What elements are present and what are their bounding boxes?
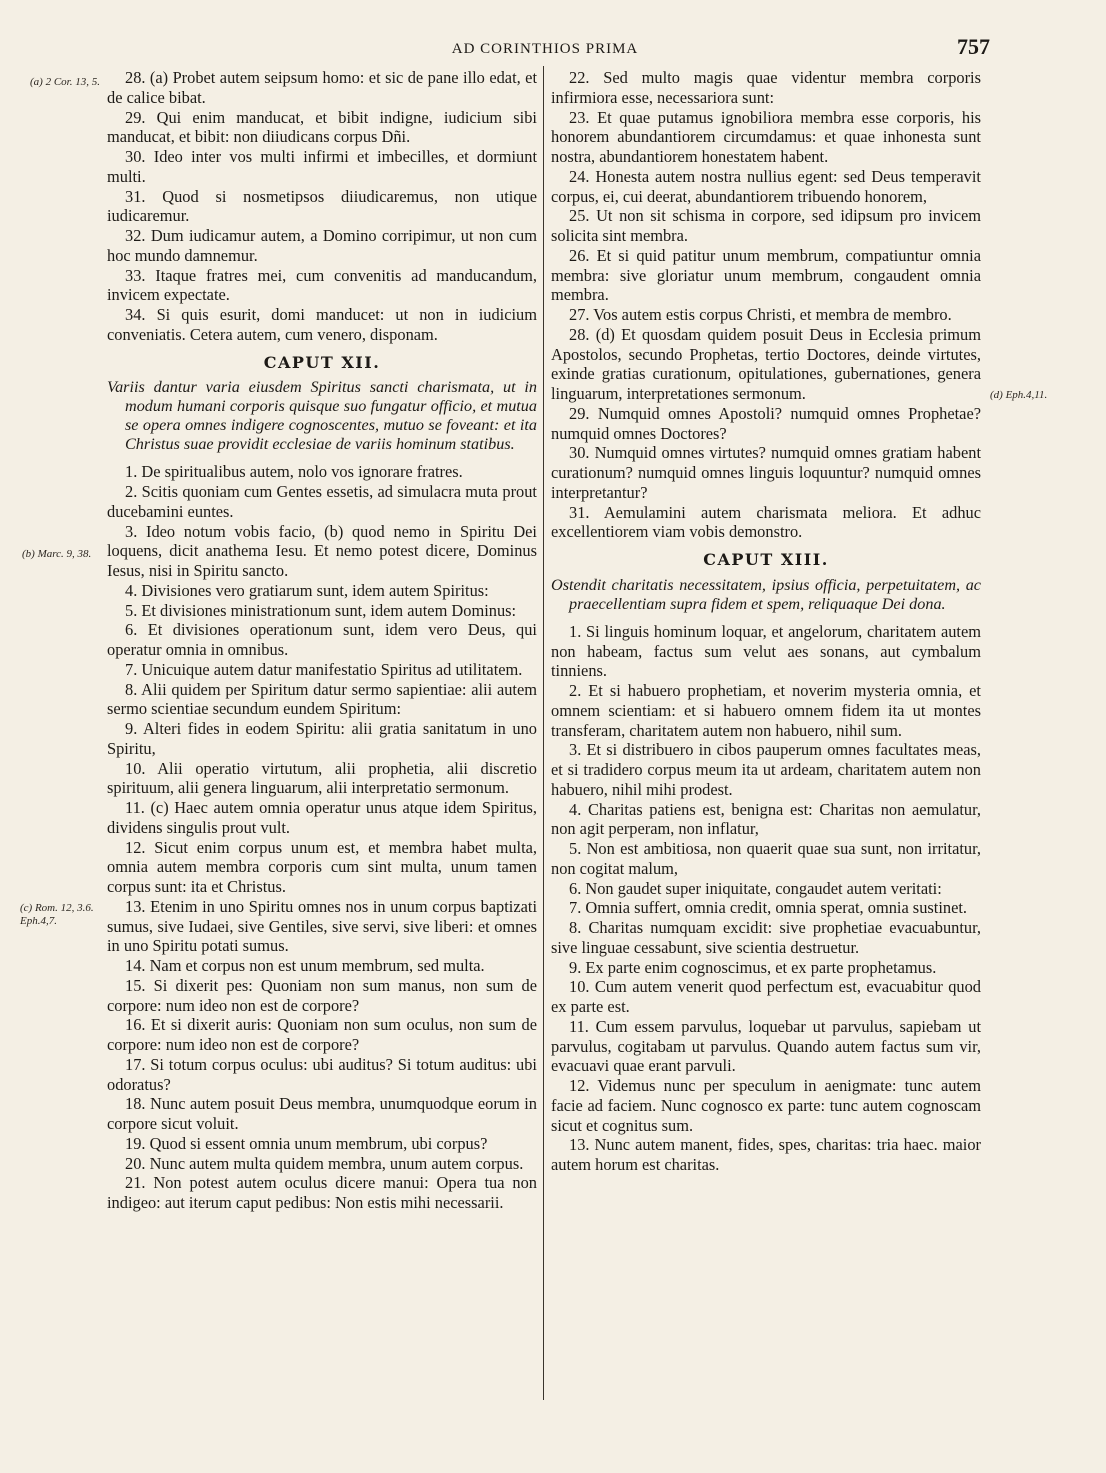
left-column <box>107 68 537 1213</box>
verse: 25. Ut non sit schisma in corpore, sed idipsum pro invicem solicita sint membra. <box>551 206 981 245</box>
running-title: AD CORINTHIOS PRIMA <box>451 41 639 57</box>
chapter-title: CAPUT XIII. <box>703 550 829 569</box>
verse: 19. Quod si essent omnia unum membrum, ubi corpus? <box>125 1133 488 1153</box>
margin-note-a: (a) 2 Cor. 13, 5. <box>30 76 100 88</box>
verse: 13. Etenim in uno Spiritu omnes nos in unum corpus baptizati sumus, sive Iudaei, sive Gentiles, sive servi, sive liberi: et omnes in uno Spiritu potati sumus. <box>107 896 537 956</box>
verse: 10. Alii operatio virtutum, alii prophetia, alii discretio spirituum, alii genera linguarum, alii interpretatio sermonum. <box>107 758 537 798</box>
verse: 32. Dum iudicamur autem, a Domino corripimur, ut non cum hoc mundo damnemur. <box>107 226 537 265</box>
verse: 3. Ideo notum vobis facio, (b) quod nemo in Spiritu Dei loquens, dicit anathema Iesu. Et nemo potest dicere, Dominus Iesus, nisi in Spiritu sancto. <box>107 521 537 580</box>
chapter-summary: Ostendit charitatis necessitatem, ipsius officia, perpetuitatem, ac praecellentiam supra fidem et spem, reliquaque Dei dona. <box>551 575 981 613</box>
verse: 13. Nunc autem manent, fides, spes, charitas: tria haec. maior autem horum est charitas. <box>551 1135 981 1174</box>
verse: 6. Non gaudet super iniquitate, congaudet autem veritati: <box>569 878 942 898</box>
verse: 11. (c) Haec autem omnia operatur unus atque idem Spiritus, dividens singulis prout vult. <box>107 798 537 837</box>
verse: 12. Videmus nunc per speculum in aenigmate: tunc autem facie ad faciem. Nunc cognosco ex parte: tunc autem cognoscam sicut et cognitus sum. <box>551 1076 981 1135</box>
page-number: 757 <box>957 34 990 59</box>
verse: 26. Et si quid patitur unum membrum, compatiuntur omnia membra: sive gloriatur unum membrum, congaudent omnia membra. <box>551 245 981 305</box>
right-column <box>551 68 981 1175</box>
verse: 15. Si dixerit pes: Quoniam non sum manus, non sum de corpore: num ideo non est de corpore? <box>107 975 537 1015</box>
verse: 1. Si linguis hominum loquar, et angelorum, charitatem autem non habeam, factus sum velut aes sonans, aut cymbalum tinniens. <box>551 621 981 681</box>
verse: 30. Ideo inter vos multi infirmi et imbecilles, et dormiunt multi. <box>107 147 537 186</box>
page-header <box>100 34 990 62</box>
chapter-summary: Variis dantur varia eiusdem Spiritus sancti charismata, ut in modum humani corporis quisque suo fungatur officio, et mutua se opera omnes indigere cognoscentes, mutuo se foveant: et ita Christus suae providit ecclesiae de variis hominum statibus. <box>107 378 537 454</box>
verse: 21. Non potest autem oculus dicere manui: Opera tua non indigeo: aut iterum caput pedibus: Non estis mihi necessarii. <box>107 1173 537 1212</box>
verse: 7. Unicuique autem datur manifestatio Spiritus ad utilitatem. <box>125 659 523 679</box>
verse: 14. Nam et corpus non est unum membrum, sed multa. <box>125 956 485 975</box>
margin-note-d: (d) Eph.4,11. <box>990 389 1048 401</box>
verse: 29. Numquid omnes Apostoli? numquid omnes Prophetae? numquid omnes Doctores? <box>551 403 981 443</box>
verse: 4. Charitas patiens est, benigna est: Charitas non aemulatur, non agit perperam, non inflatur, <box>551 799 981 839</box>
verse: 33. Itaque fratres mei, cum convenitis ad manducandum, invicem expectate. <box>107 265 537 305</box>
verse: 5. Et divisiones ministrationum sunt, idem autem Dominus: <box>125 600 517 620</box>
verse: 8. Charitas numquam excidit: sive prophetiae evacuabuntur, sive linguae cessabunt, sive scientia destruetur. <box>551 918 981 957</box>
verse: 10. Cum autem venerit quod perfectum est, evacuabitur quod ex parte est. <box>551 977 981 1016</box>
chapter-title: CAPUT XII. <box>263 352 381 372</box>
margin-note-b: (b) Marc. 9, 38. <box>22 548 92 560</box>
verse: 2. Scitis quoniam cum Gentes essetis, ad simulacra muta prout ducebamini euntes. <box>107 482 537 521</box>
verse: 2. Et si habuero prophetiam, et noverim mysteria omnia, et omnem scientiam: et si habuero omnem fidem ita ut montes transferam, charitatem autem non habuero, nihil sum. <box>551 681 981 740</box>
verse: 12. Sicut enim corpus unum est, et membra habet multa, omnia autem membra corporis cum sint multa, unum tamen corpus sunt: ita et Christus. <box>107 837 537 896</box>
verse: 22. Sed multo magis quae videntur membra corporis infirmiora esse, necessariora sunt: <box>551 68 981 107</box>
verse: 4. Divisiones vero gratiarum sunt, idem autem Spiritus: <box>125 580 489 600</box>
verse: 23. Et quae putamus ignobiliora membra esse corporis, his honorem abundantiorem circumdamus: et quae inhonesta sunt nostra, abundantiorem honestatem habent. <box>551 107 981 166</box>
verse: 11. Cum essem parvulus, loquebar ut parvulus, sapiebam ut parvulus, cogitabam ut parvulus. Quando autem factus sum vir, evacuavi quae erant parvuli. <box>551 1016 981 1076</box>
verse: 17. Si totum corpus oculus: ubi auditus? Si totum auditus: ubi odoratus? <box>107 1054 537 1094</box>
verse: 5. Non est ambitiosa, non quaerit quae sua sunt, non irritatur, non cogitat malum, <box>551 839 981 878</box>
verse: 3. Et si distribuero in cibos pauperum omnes facultates meas, et si tradidero corpus meum ita ut ardeam, charitatem autem non habuero, nihil mihi prodest. <box>551 740 981 799</box>
verse: 27. Vos autem estis corpus Christi, et membra de membro. <box>569 305 952 324</box>
verse: 7. Omnia suffert, omnia credit, omnia sperat, omnia sustinet. <box>569 898 967 918</box>
verse: 29. Qui enim manducat, et bibit indigne, iudicium sibi manducat, et bibit: non diiudicans corpus Dñi. <box>107 107 537 147</box>
verse: 28. (d) Et quosdam quidem posuit Deus in Ecclesia primum Apostolos, secundo Prophetas, tertio Doctores, deinde virtutes, exinde gratias curationum, opitulationes, gubernationes, genera linguarum, interpretationes sermonum. <box>551 324 981 403</box>
verse: 6. Et divisiones operationum sunt, idem vero Deus, qui operatur omnia in omnibus. <box>107 620 537 659</box>
verse: 20. Nunc autem multa quidem membra, unum autem corpus. <box>125 1153 524 1173</box>
margin-note-c: (c) Rom. 12, 3.6. Eph.4,7. <box>20 902 94 927</box>
verse: 28. (a) Probet autem seipsum homo: et sic de pane illo edat, et de calice bibat. <box>107 68 537 107</box>
column-divider <box>543 66 544 1400</box>
verse: 16. Et si dixerit auris: Quoniam non sum oculus, non sum de corpore: num ideo non est de corpore? <box>107 1015 537 1054</box>
verse: 1. De spiritualibus autem, nolo vos ignorare fratres. <box>125 462 463 482</box>
verse: 18. Nunc autem posuit Deus membra, unumquodque eorum in corpore sicut voluit. <box>107 1094 537 1133</box>
verse: 24. Honesta autem nostra nullius egent: sed Deus temperavit corpus, ei, cui deerat, abundantiorem tribuendo honorem, <box>551 166 981 206</box>
verse: 30. Numquid omnes virtutes? numquid omnes gratiam habent curationum? numquid omnes linguis loquuntur? numquid omnes interpretantur? <box>551 443 981 502</box>
verse: 31. Aemulamini autem charismata meliora. Et adhuc excellentiorem viam vobis demonstro. <box>551 502 981 542</box>
verse: 8. Alii quidem per Spiritum datur sermo sapientiae: alii autem sermo scientiae secundum eundem Spiritum: <box>107 679 537 719</box>
verse: 9. Alteri fides in eodem Spiritu: alii gratia sanitatum in uno Spiritu, <box>107 719 537 758</box>
verse: 31. Quod si nosmetipsos diiudicaremus, non utique iudicaremur. <box>107 186 537 226</box>
verse: 34. Si quis esurit, domi manducet: ut non in iudicium conveniatis. Cetera autem, cum venero, disponam. <box>107 305 537 344</box>
verse: 9. Ex parte enim cognoscimus, et ex parte prophetamus. <box>569 957 937 977</box>
